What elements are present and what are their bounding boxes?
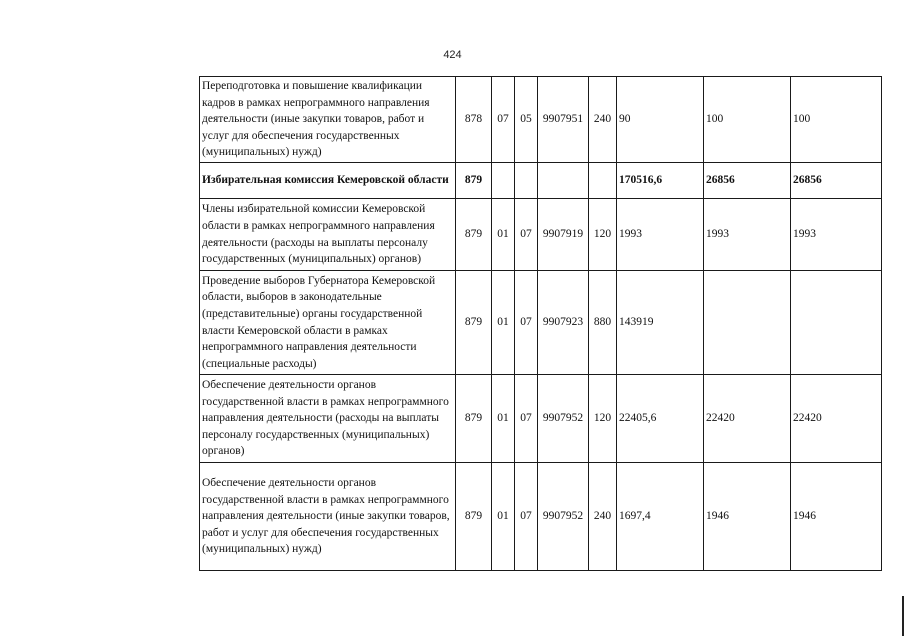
target-article-code: 9907951 (538, 77, 589, 163)
subsection-code: 07 (515, 199, 538, 271)
expense-type-code: 240 (589, 463, 617, 571)
amount-year-2 (704, 271, 791, 375)
department-code: 879 (456, 375, 492, 463)
department-code: 879 (456, 163, 492, 199)
amount-year-1: 1697,4 (617, 463, 704, 571)
amount-year-2: 1946 (704, 463, 791, 571)
amount-year-1: 143919 (617, 271, 704, 375)
budget-table (199, 76, 882, 571)
section-code: 01 (492, 375, 515, 463)
table-row (200, 271, 882, 375)
subsection-code: 07 (515, 271, 538, 375)
scan-edge-mark (902, 596, 904, 636)
subsection-code (515, 163, 538, 199)
expense-type-code: 120 (589, 375, 617, 463)
amount-year-3: 1993 (791, 199, 882, 271)
target-article-code: 9907919 (538, 199, 589, 271)
department-code: 879 (456, 463, 492, 571)
subsection-code: 07 (515, 375, 538, 463)
expense-name: Обеспечение деятельности органов государственной власти в рамках непрограммного направления деятельности (расходы на выплаты персоналу государственных (муниципальных) органов) (200, 375, 456, 463)
target-article-code: 9907923 (538, 271, 589, 375)
expense-name: Члены избирательной комиссии Кемеровской области в рамках непрограммного направления деятельности (расходы на выплаты персоналу государственных (муниципальных) органов) (200, 199, 456, 271)
expense-type-code (589, 163, 617, 199)
amount-year-1: 170516,6 (617, 163, 704, 199)
target-article-code: 9907952 (538, 375, 589, 463)
target-article-code (538, 163, 589, 199)
expense-name: Избирательная комиссия Кемеровской области (200, 163, 456, 199)
amount-year-3: 1946 (791, 463, 882, 571)
amount-year-3: 26856 (791, 163, 882, 199)
amount-year-2: 26856 (704, 163, 791, 199)
target-article-code: 9907952 (538, 463, 589, 571)
page-number: 424 (443, 49, 462, 61)
subsection-code: 05 (515, 77, 538, 163)
subsection-code: 07 (515, 463, 538, 571)
department-code: 879 (456, 271, 492, 375)
amount-year-3 (791, 271, 882, 375)
expense-type-code: 880 (589, 271, 617, 375)
table-row (200, 199, 882, 271)
amount-year-2: 100 (704, 77, 791, 163)
expense-name: Переподготовка и повышение квалификации кадров в рамках непрограммного направления деятельности (иные закупки товаров, работ и услуг для обеспечения государственных (муниципальных) нужд) (200, 77, 456, 163)
table-row (200, 375, 882, 463)
amount-year-3: 100 (791, 77, 882, 163)
table-row (200, 77, 882, 163)
table-row (200, 163, 882, 199)
department-code: 878 (456, 77, 492, 163)
expense-name: Проведение выборов Губернатора Кемеровской области, выборов в законодательные (представительные) органы государственной власти Кемеровской области в рамках непрограммного направления деятельности (специальные расходы) (200, 271, 456, 375)
amount-year-1: 22405,6 (617, 375, 704, 463)
section-code (492, 163, 515, 199)
expense-name: Обеспечение деятельности органов государственной власти в рамках непрограммного направления деятельности (иные закупки товаров, работ и услуг для обеспечения государственных (муниципальных) нужд) (200, 463, 456, 571)
amount-year-1: 90 (617, 77, 704, 163)
department-code: 879 (456, 199, 492, 271)
expense-type-code: 240 (589, 77, 617, 163)
amount-year-2: 22420 (704, 375, 791, 463)
section-code: 01 (492, 199, 515, 271)
amount-year-2: 1993 (704, 199, 791, 271)
amount-year-1: 1993 (617, 199, 704, 271)
section-code: 01 (492, 271, 515, 375)
table-row (200, 463, 882, 571)
amount-year-3: 22420 (791, 375, 882, 463)
expense-type-code: 120 (589, 199, 617, 271)
section-code: 07 (492, 77, 515, 163)
section-code: 01 (492, 463, 515, 571)
